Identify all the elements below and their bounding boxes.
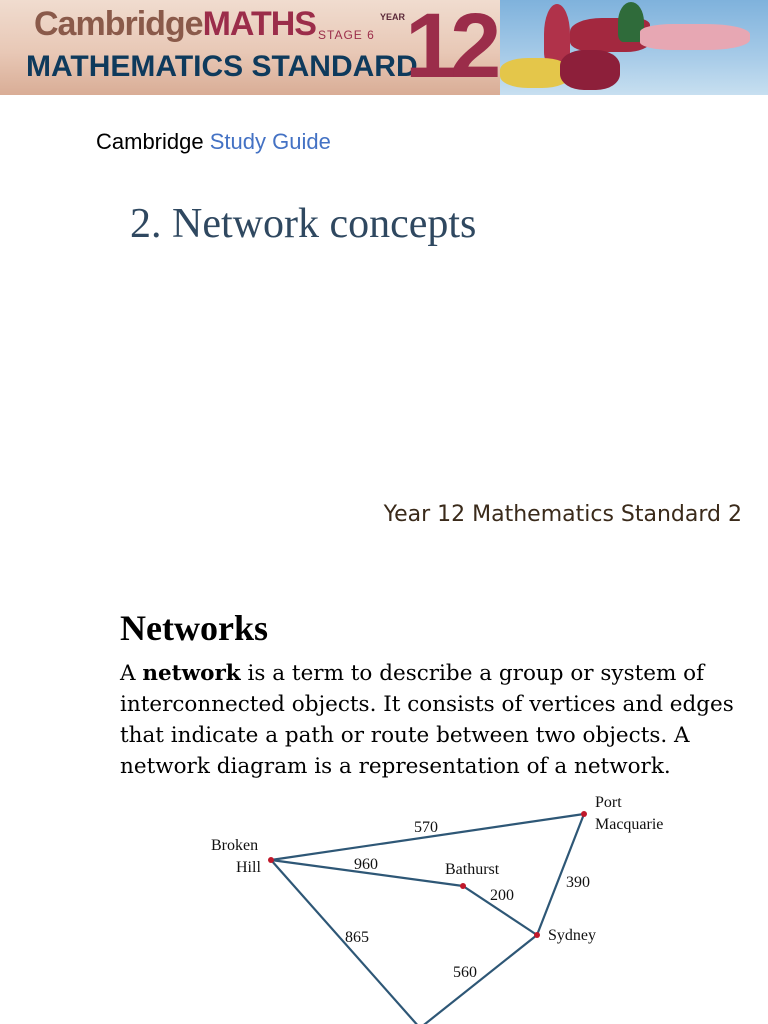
vertex-label-port-macquarie-1: Port xyxy=(595,794,622,811)
year-number: 12 xyxy=(405,0,496,95)
study-guide-part1: Cambridge xyxy=(96,129,204,154)
student-figure xyxy=(560,50,620,90)
vertex-label-broken-hill-2: Hill xyxy=(236,859,261,876)
para-prefix: A xyxy=(120,661,143,686)
section-paragraph xyxy=(120,658,740,782)
vertex-port-macquarie xyxy=(581,811,587,817)
edge-weight-960: 960 xyxy=(354,856,378,873)
brand-logo xyxy=(34,4,316,44)
page-subtitle: Year 12 Mathematics Standard 2 xyxy=(383,502,742,527)
page-title: 2. Network concepts xyxy=(130,201,477,247)
brand-logo-part2: MATHS xyxy=(202,5,316,43)
header-banner xyxy=(0,0,768,95)
edge-weight-560: 560 xyxy=(453,964,477,981)
vertex-label-sydney: Sydney xyxy=(548,927,596,944)
section-heading: Networks xyxy=(120,608,268,648)
vertex-label-broken-hill-1: Broken xyxy=(211,837,259,854)
stage-label: STAGE 6 xyxy=(318,28,375,42)
edge-weight-390: 390 xyxy=(566,874,590,891)
para-bold-term: network xyxy=(142,661,241,686)
edge-sydney-bottom xyxy=(420,935,537,1024)
study-guide-title xyxy=(96,128,331,156)
vertex-label-port-macquarie-2: Macquarie xyxy=(595,816,664,833)
year-label: YEAR xyxy=(380,12,406,22)
study-guide-part2: Study Guide xyxy=(209,129,331,154)
vertex-sydney xyxy=(534,932,540,938)
edge-weight-570: 570 xyxy=(414,819,438,836)
network-diagram xyxy=(0,780,768,1024)
edge-weight-865: 865 xyxy=(345,929,369,946)
brand-logo-part1: Cambridge xyxy=(34,5,203,43)
vertex-label-bathurst: Bathurst xyxy=(445,861,500,878)
banner-subtitle: MATHEMATICS STANDARD xyxy=(26,50,418,83)
vertex-bathurst xyxy=(460,883,466,889)
banner-photo xyxy=(500,0,768,95)
vertex-broken-hill xyxy=(268,857,274,863)
para-rest: is a term to describe a group or system of interconnected objects. It consists of vertices and edges that indicate a path or route between two objects. A network diagram is a representation of a network. xyxy=(120,661,734,779)
student-figure xyxy=(640,24,750,50)
edge-weight-200: 200 xyxy=(490,887,514,904)
